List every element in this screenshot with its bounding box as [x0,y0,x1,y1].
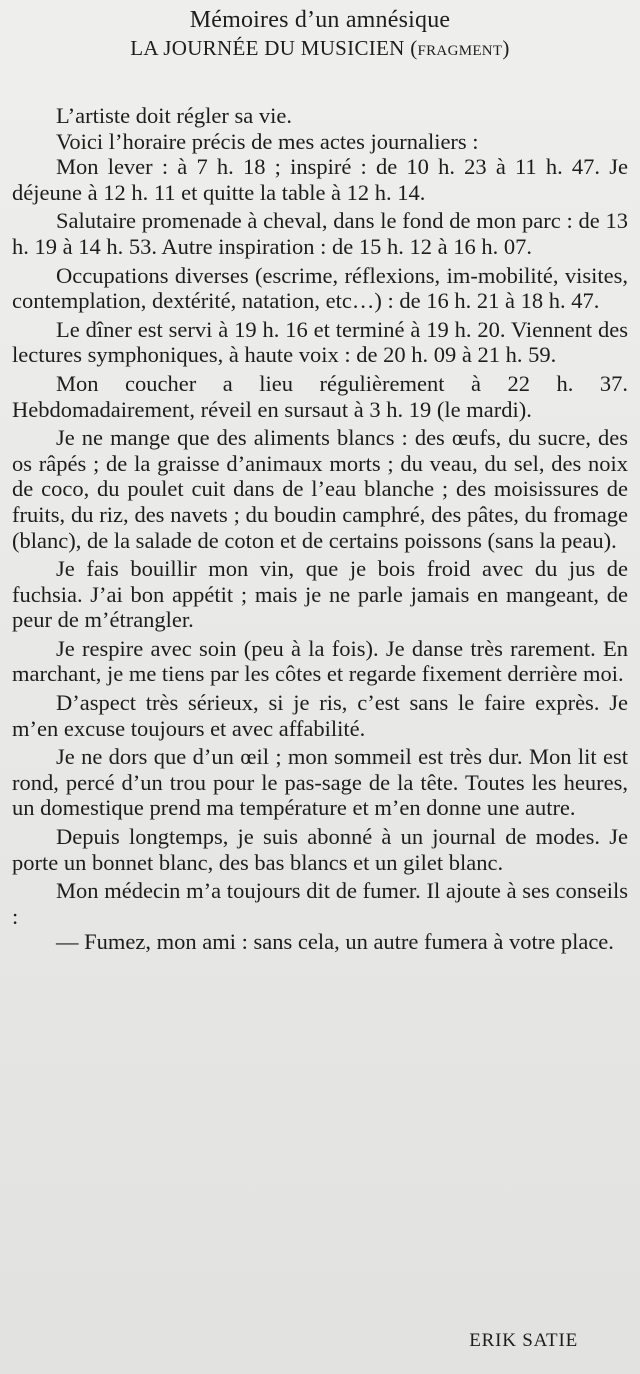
paragraph: Je fais bouillir mon vin, que je bois froid avec du jus de fuchsia. J’ai bon appétit ; mais je ne parle jamais en mangeant, de peur de m’étrangler. [12,556,628,633]
document-title: Mémoires d’un amnésique [189,7,451,33]
paragraph: Depuis longtemps, je suis abonné à un journal de modes. Je porte un bonnet blanc, des bas blancs et un gilet blanc. [12,824,628,875]
document-body [12,103,628,955]
paragraph: — Fumez, mon ami : sans cela, un autre fumera à votre place. [56,929,614,955]
paragraph: D’aspect très sérieux, si je ris, c’est sans le faire exprès. Je m’en excuse toujours et avec affabilité. [12,690,628,741]
document-header [12,0,628,61]
paragraph: Occupations diverses (escrime, réflexions, im-mobilité, visites, contemplation, dextérité, natation, etc…) : de 16 h. 21 à 18 h. 47. [12,262,628,314]
paragraph: Mon lever : à 7 h. 18 ; inspiré : de 10 h. 23 à 11 h. 47. Je déjeune à 12 h. 11 et quitte la table à 12 h. 14. [12,154,628,205]
paragraph: Je respire avec soin (peu à la fois). Je danse très rarement. En marchant, je me tiens par les côtes et regarde fixement derrière moi. [12,635,628,687]
paragraph: Voici l’horaire précis de mes actes journaliers : [56,128,479,154]
paragraph: Mon médecin m’a toujours dit de fumer. Il ajoute à ses conseils : [12,878,628,929]
paragraph: Je ne dors que d’un œil ; mon sommeil est très dur. Mon lit est rond, percé d’un trou pour le pas-sage de la tête. Toutes les heures, un domestique prend ma température et m’en donne une autre. [12,744,628,821]
paragraph: Le dîner est servi à 19 h. 16 et terminé à 19 h. 20. Viennent des lectures symphoniques, à haute voix : de 20 h. 09 à 21 h. 59. [12,316,628,368]
paragraph: Je ne mange que des aliments blancs : des œufs, du sucre, des os râpés ; de la graisse d’animaux morts ; du veau, du sel, des noix de coco, du poulet cuit dans de l’eau blanche ; des moisissures de fruits, du riz, des navets ; du boudin camphré, des pâtes, du fromage (blanc), de la salade de coton et de certains poissons (sans la peau). [12,425,628,553]
paragraph: Salutaire promenade à cheval, dans le fond de mon parc : de 13 h. 19 à 14 h. 53. Autre inspiration : de 15 h. 12 à 16 h. 07. [12,208,628,259]
document-subtitle: LA JOURNÉE DU MUSICIEN (fragment) [130,36,510,60]
paragraph: Mon coucher a lieu régulièrement à 22 h. 37. Hebdomadairement, réveil en sursaut à 3 h. 19 (le mardi). [12,370,628,422]
author-signature: ERIK SATIE [469,1330,578,1351]
paragraph: L’artiste doit régler sa vie. [56,103,292,128]
